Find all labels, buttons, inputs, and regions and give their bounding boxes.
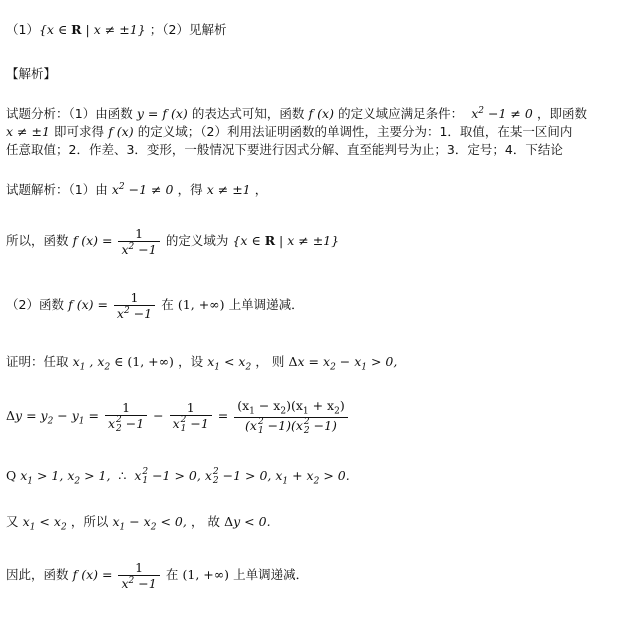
formula: (1, +∞) [182, 567, 230, 583]
analysis-text: 的定义域应满足条件： [338, 106, 464, 122]
formula: f (x) [308, 106, 334, 122]
formula: $x^2 -1 \ne 0$ [111, 182, 174, 198]
solution-text: （2）函数 [6, 297, 64, 313]
domain-line [6, 226, 339, 257]
formula: $\Delta x = x_2 - x_1 > 0$, [288, 354, 398, 373]
formula: $x_1 < x_2$ [207, 354, 252, 373]
solution-text: 上单调递减． [228, 297, 304, 313]
delta-y-line [6, 398, 350, 435]
solution-text: （1）由 [68, 182, 108, 198]
solution-text: ， 则 [255, 354, 285, 369]
because-line [6, 468, 350, 487]
analysis-text: 即可求得 [54, 124, 105, 139]
analysis-heading: 【解析】 [6, 66, 57, 81]
solution-text: 在 [161, 297, 174, 313]
solution-text: ， [254, 182, 268, 198]
analysis-text: 的表达式可知，函数 [191, 106, 305, 122]
part2-line [6, 290, 304, 321]
solution-text: 的定义域为 [165, 233, 229, 249]
solution-text: 上单调递减． [233, 567, 309, 583]
analysis-label: 试题分析： [6, 106, 69, 122]
formula: y = f (x) [136, 106, 188, 122]
solution-text: 证明：任取 [6, 354, 69, 369]
analysis-text: 的定义域；（2）利用法证明函数的单调性，主要分为：1．取值，在某一区间内 [137, 124, 573, 139]
formula: f (x) = $\frac{1}{x^2 -1}$ [73, 233, 162, 248]
solution-text: ，所以 [70, 514, 109, 529]
solution-text: 所以，函数 [6, 233, 69, 249]
formula: $x_1 < x_2$ [22, 514, 67, 533]
formula: f (x) = $\frac{1}{x^2 -1}$ [68, 297, 157, 312]
solution-text: ，设 [178, 354, 204, 369]
analysis-text: （1）由函数 [68, 106, 133, 122]
solution-text: 在 [165, 567, 179, 583]
formula: Q $x_1 > 1$, $x_2 > 1$, ∴ x 2 1 −1 > 0, x 2 2 −1 > 0, $x_1 + x_2 > 0$. [6, 467, 350, 487]
formula: $x^2 -1 \ne 0$ [467, 106, 533, 122]
answer-part1-set: {x ∈ R | x ≠ ±1} [38, 22, 146, 37]
formula: $\Delta y = y_2 - y_1$ = 1 x 2 2 −1 − 1 x 2 1 −1 = $(x_1 - x_2)(x_1 + x_2)$ (x 2 1 −1)(x 2 2 −1) [6, 408, 350, 423]
answer-line [6, 22, 226, 39]
formula: f (x) = $\frac{1}{x^2 -1}$ [73, 567, 162, 582]
formula: Δy < 0. [224, 514, 271, 529]
formula: x ≠ ±1 [6, 124, 50, 139]
solution-text: ， 故 [190, 514, 220, 529]
also-line [6, 514, 271, 533]
solution-text: ，得 [177, 182, 203, 198]
answer-separator: ； [149, 22, 163, 37]
formula: (1, +∞) [177, 297, 225, 313]
answer-part2: （2）见解析 [162, 22, 227, 37]
solution-text: 因此，函数 [6, 567, 69, 583]
formula: f (x) [108, 124, 134, 139]
formula: $x_1 - x_2 < 0$, [112, 514, 187, 533]
proof-line [6, 354, 397, 373]
conclusion-line [6, 560, 308, 591]
solution-line-1 [6, 182, 267, 199]
formula: $x_1$ , $x_2$ ∈ (1, +∞) [72, 354, 174, 373]
solution-label: 试题解析： [6, 182, 69, 198]
analysis-line-2 [6, 124, 572, 141]
solution-text: 又 [6, 514, 19, 529]
formula: x ≠ ±1 [206, 182, 251, 198]
formula: {x ∈ R | x ≠ ±1} [232, 233, 340, 249]
analysis-text: ，即函数 [536, 106, 587, 122]
analysis-line-1 [6, 106, 587, 123]
analysis-line-3: 任意取值；2．作差、3．变形，一般情况下要进行因式分解、直至能判号为止；3．定号；4．下结论 [6, 142, 563, 157]
answer-part1-marker: （1） [6, 22, 39, 37]
